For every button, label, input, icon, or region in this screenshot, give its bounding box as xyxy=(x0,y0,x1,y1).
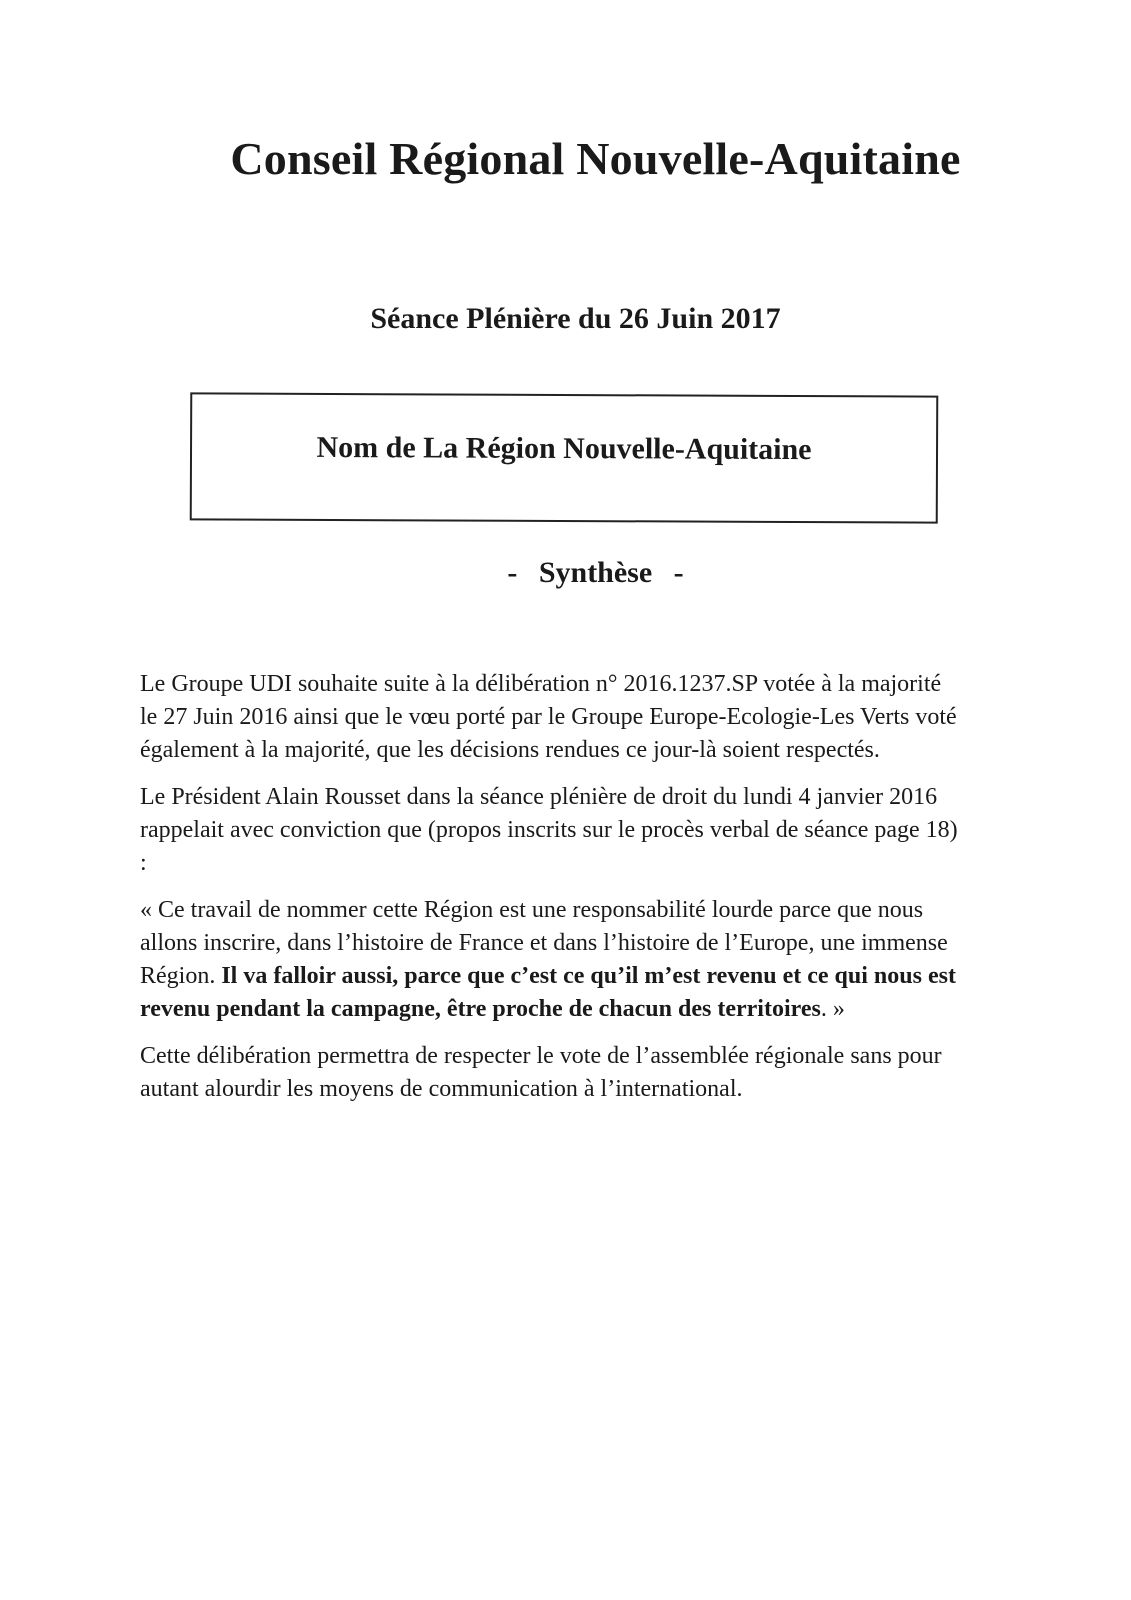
subject-title: Nom de La Région Nouvelle-Aquitaine xyxy=(316,430,812,467)
page-title: Conseil Régional Nouvelle-Aquitaine xyxy=(230,133,961,184)
quote-text: « Ce travail de nommer cette Région est une responsabilité lourde parce que nous allons inscrire, dans l’histoire de France et dans l’histoire de l’Europe, une immense Région. xyxy=(140,897,948,989)
session-date: Séance Plénière du 26 Juin 2017 xyxy=(370,302,781,335)
subject-box xyxy=(190,392,939,523)
quote-end: . » xyxy=(820,996,845,1022)
quote-emphasis: Il va falloir aussi, parce que c’est ce qu’il m’est revenu et ce qui nous est revenu pendant la campagne, être proche de chacun des territoires xyxy=(140,963,956,1022)
paragraph-udi-request: Le Groupe UDI souhaite suite à la délibération n° 2016.1237.SP votée à la majorité le 27 Juin 2016 ainsi que le vœu porté par le Groupe Europe-Ecologie-Les Verts voté également à la majorité, que les décisions rendues ce jour-là soient respectés. xyxy=(140,671,957,763)
paragraph-conclusion: Cette délibération permettra de respecter le vote de l’assemblée régionale sans pour autant alourdir les moyens de communication à l’international. xyxy=(140,1043,942,1102)
body-text xyxy=(140,668,960,1120)
paragraph-quote xyxy=(140,894,960,1026)
section-heading: - Synthèse - xyxy=(507,556,684,589)
paragraph-president-statement: Le Président Alain Rousset dans la séance plénière de droit du lundi 4 janvier 2016 rappelait avec conviction que (propos inscrits sur le procès verbal de séance page 18) : xyxy=(140,784,958,876)
